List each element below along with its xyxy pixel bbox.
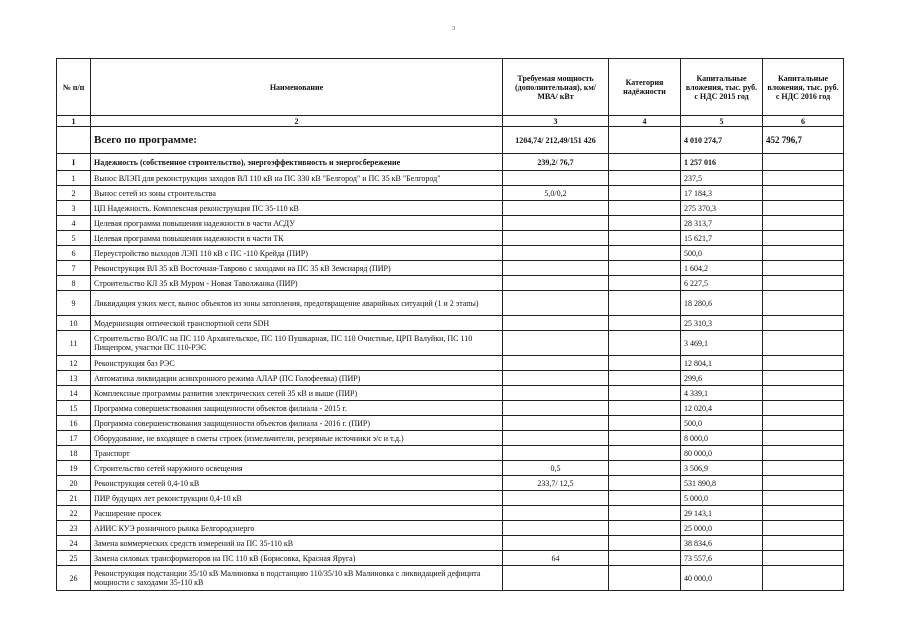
row-cap2015: 15 621,7	[681, 231, 763, 246]
row-cap2015: 500,0	[681, 246, 763, 261]
row-cap2015: 40 000,0	[681, 566, 763, 591]
row-category	[609, 231, 681, 246]
row-cap2015: 28 313,7	[681, 216, 763, 231]
table-row	[57, 431, 844, 446]
row-cap2015: 299,6	[681, 371, 763, 386]
row-cap2016	[763, 331, 844, 356]
section-power: 239,2/ 76,7	[503, 154, 609, 171]
section-row	[57, 154, 844, 171]
table-row	[57, 521, 844, 536]
row-num: 5	[57, 231, 91, 246]
row-power	[503, 386, 609, 401]
row-name: Строительство сетей наружного освещения	[91, 461, 503, 476]
row-power	[503, 416, 609, 431]
row-name: Программа совершенствования защищенности объектов филиала - 2015 г.	[91, 401, 503, 416]
table-row	[57, 356, 844, 371]
row-name: Реконструкция подстанции 35/10 кВ Малиновка в подстанцию 110/35/10 кВ Малиновка с ликвидацией дефицита мощности с заходами 35-110 кВ	[91, 566, 503, 591]
row-name: Замена силовых трансформаторов на ПС 110 кВ (Борисовка, Красная Яруга)	[91, 551, 503, 566]
row-name: Реконструкция баз РЭС	[91, 356, 503, 371]
row-num: 1	[57, 171, 91, 186]
section-cap2016-cell	[763, 154, 844, 171]
table-row	[57, 331, 844, 356]
row-cap2016	[763, 506, 844, 521]
table-row	[57, 401, 844, 416]
row-power	[503, 216, 609, 231]
row-cap2015: 500,0	[681, 416, 763, 431]
header-row	[57, 59, 844, 116]
row-cap2016	[763, 491, 844, 506]
row-category	[609, 331, 681, 356]
row-category	[609, 446, 681, 461]
row-power	[503, 566, 609, 591]
row-category	[609, 461, 681, 476]
table-row	[57, 316, 844, 331]
row-power	[503, 536, 609, 551]
row-power	[503, 446, 609, 461]
row-num: 14	[57, 386, 91, 401]
row-cap2015: 531 890,8	[681, 476, 763, 491]
table-row	[57, 386, 844, 401]
row-name: Ликвидация узких мест, вынос объектов из зоны затопления, предотвращение аварийных ситуаций (1 и 2 этапы)	[91, 291, 503, 316]
row-name: ПИР будущих лет реконструкции 0,4-10 кВ	[91, 491, 503, 506]
row-name: Строительство КЛ 35 кВ Муром - Новая Таволжанка (ПИР)	[91, 276, 503, 291]
row-num: 10	[57, 316, 91, 331]
page-number: 3	[452, 26, 455, 32]
row-num: 7	[57, 261, 91, 276]
table-row	[57, 201, 844, 216]
row-cap2016	[763, 246, 844, 261]
row-power	[503, 521, 609, 536]
row-category	[609, 566, 681, 591]
row-power	[503, 371, 609, 386]
row-category	[609, 186, 681, 201]
row-name: Оборудование, не входящее в сметы строек (измельчители, резервные источники э/с и т.д.)	[91, 431, 503, 446]
row-num: 25	[57, 551, 91, 566]
column-number: 4	[609, 116, 681, 127]
row-cap2016	[763, 276, 844, 291]
total-category-cell	[609, 127, 681, 154]
table-row	[57, 506, 844, 521]
row-power	[503, 246, 609, 261]
total-cap2015: 4 010 274,7	[681, 127, 763, 154]
row-power: 5,0/0,2	[503, 186, 609, 201]
row-name: Расширение просек	[91, 506, 503, 521]
table-row	[57, 536, 844, 551]
row-category	[609, 261, 681, 276]
row-num: 8	[57, 276, 91, 291]
row-cap2016	[763, 356, 844, 371]
row-power	[503, 231, 609, 246]
row-power	[503, 356, 609, 371]
row-category	[609, 291, 681, 316]
row-name: Модернизация оптической транспортной сети SDH	[91, 316, 503, 331]
row-cap2016	[763, 566, 844, 591]
row-cap2016	[763, 386, 844, 401]
column-number: 5	[681, 116, 763, 127]
section-category-cell	[609, 154, 681, 171]
column-number: 2	[91, 116, 503, 127]
row-num: 22	[57, 506, 91, 521]
row-cap2015: 12 020,4	[681, 401, 763, 416]
row-name: Реконструкция сетей 0,4-10 кВ	[91, 476, 503, 491]
row-num: 19	[57, 461, 91, 476]
table-row	[57, 186, 844, 201]
row-cap2016	[763, 461, 844, 476]
header-cap2016: Капитальные вложения, тыс. руб. с НДС 2016 год	[763, 59, 844, 116]
row-category	[609, 371, 681, 386]
row-category	[609, 386, 681, 401]
table-row	[57, 416, 844, 431]
table-row	[57, 446, 844, 461]
column-number: 6	[763, 116, 844, 127]
table-row	[57, 171, 844, 186]
row-cap2016	[763, 446, 844, 461]
row-num: 24	[57, 536, 91, 551]
row-power: 0,5	[503, 461, 609, 476]
row-category	[609, 246, 681, 261]
row-cap2015: 18 280,6	[681, 291, 763, 316]
program-table	[56, 58, 844, 591]
row-category	[609, 506, 681, 521]
row-num: 2	[57, 186, 91, 201]
header-name: Наименование	[91, 59, 503, 116]
total-num-cell	[57, 127, 91, 154]
row-num: 18	[57, 446, 91, 461]
row-category	[609, 416, 681, 431]
row-cap2016	[763, 201, 844, 216]
row-cap2016	[763, 291, 844, 316]
table-row	[57, 491, 844, 506]
row-category	[609, 316, 681, 331]
row-cap2015: 1 604,2	[681, 261, 763, 276]
row-cap2015: 6 227,5	[681, 276, 763, 291]
row-power	[503, 201, 609, 216]
row-cap2015: 5 000,0	[681, 491, 763, 506]
row-name: Комплексные программы развития электрических сетей 35 кВ и выше (ПИР)	[91, 386, 503, 401]
row-category	[609, 171, 681, 186]
column-number: 3	[503, 116, 609, 127]
row-cap2015: 73 557,6	[681, 551, 763, 566]
row-power	[503, 491, 609, 506]
row-category	[609, 551, 681, 566]
row-power	[503, 291, 609, 316]
row-cap2016	[763, 231, 844, 246]
row-cap2016	[763, 401, 844, 416]
row-category	[609, 401, 681, 416]
row-cap2015: 4 339,1	[681, 386, 763, 401]
total-cap2016: 452 796,7	[763, 127, 844, 154]
row-cap2015: 80 000,0	[681, 446, 763, 461]
table-row	[57, 566, 844, 591]
row-cap2016	[763, 416, 844, 431]
table-row	[57, 231, 844, 246]
row-power	[503, 401, 609, 416]
header-cap2015: Капитальные вложения, тыс. руб. с НДС 2015 год	[681, 59, 763, 116]
table-row	[57, 461, 844, 476]
row-num: 16	[57, 416, 91, 431]
row-cap2016	[763, 216, 844, 231]
row-name: Строительство ВОЛС на ПС 110 Архангельское, ПС 110 Пушкарная, ПС 110 Очистные, ЦРП Валуйки, ПС 110 Пищепром, участки ПС 110-РЭС	[91, 331, 503, 356]
section-num: I	[57, 154, 91, 171]
header-category: Категория надёжности	[609, 59, 681, 116]
row-cap2016	[763, 521, 844, 536]
total-label: Всего по программе:	[91, 127, 503, 154]
row-cap2016	[763, 536, 844, 551]
row-name: АИИС КУЭ розничного рынка Белгородэнерго	[91, 521, 503, 536]
row-cap2015: 8 000,0	[681, 431, 763, 446]
total-row	[57, 127, 844, 154]
row-cap2016	[763, 186, 844, 201]
table-row	[57, 246, 844, 261]
row-num: 15	[57, 401, 91, 416]
row-num: 21	[57, 491, 91, 506]
row-category	[609, 201, 681, 216]
row-num: 26	[57, 566, 91, 591]
row-power	[503, 316, 609, 331]
row-num: 11	[57, 331, 91, 356]
table-row	[57, 476, 844, 491]
row-cap2015: 25 310,3	[681, 316, 763, 331]
row-name: Реконструкция ВЛ 35 кВ Восточная-Таврово с заходами на ПС 35 кВ Земснаряд (ПИР)	[91, 261, 503, 276]
row-cap2016	[763, 171, 844, 186]
row-cap2015: 25 000,0	[681, 521, 763, 536]
row-cap2016	[763, 371, 844, 386]
row-power: 64	[503, 551, 609, 566]
table-row	[57, 551, 844, 566]
table-row	[57, 291, 844, 316]
table-row	[57, 371, 844, 386]
table-row	[57, 216, 844, 231]
row-power	[503, 506, 609, 521]
table-row	[57, 276, 844, 291]
row-num: 6	[57, 246, 91, 261]
row-name: ЦП Надежность. Комплексная реконструкция ПС 35-110 кВ	[91, 201, 503, 216]
section-name: Надежность (собственное строительство), энергоэффективность и энергосбережение	[91, 154, 503, 171]
table-row	[57, 261, 844, 276]
row-cap2015: 29 143,1	[681, 506, 763, 521]
row-num: 20	[57, 476, 91, 491]
row-name: Транспорт	[91, 446, 503, 461]
row-cap2015: 237,5	[681, 171, 763, 186]
row-power	[503, 171, 609, 186]
row-cap2015: 3 506,9	[681, 461, 763, 476]
section-cap2015: 1 257 016	[681, 154, 763, 171]
row-power: 233,7/ 12,5	[503, 476, 609, 491]
row-num: 13	[57, 371, 91, 386]
row-cap2016	[763, 476, 844, 491]
row-cap2016	[763, 431, 844, 446]
row-cap2015: 275 370,3	[681, 201, 763, 216]
row-category	[609, 536, 681, 551]
header-num: № п/п	[57, 59, 91, 116]
row-name: Целевая программа повышения надежности в части ТК	[91, 231, 503, 246]
row-name: Вынос ВЛЭП для реконструкции заходов ВЛ 110 кВ на ПС 330 кВ "Белгород" и ПС 35 кВ "Белгород"	[91, 171, 503, 186]
row-num: 12	[57, 356, 91, 371]
row-name: Целевая программа повышения надежности в части АСДУ	[91, 216, 503, 231]
row-name: Вынос сетей из зоны строительства	[91, 186, 503, 201]
row-cap2015: 17 184,3	[681, 186, 763, 201]
row-category	[609, 521, 681, 536]
column-number: 1	[57, 116, 91, 127]
column-numbers-row	[57, 116, 844, 127]
total-power: 1204,74/ 212,49/151 426	[503, 127, 609, 154]
row-cap2016	[763, 316, 844, 331]
row-category	[609, 491, 681, 506]
row-num: 9	[57, 291, 91, 316]
row-name: Программа совершенствования защищенности объектов филиала - 2016 г. (ПИР)	[91, 416, 503, 431]
row-num: 17	[57, 431, 91, 446]
row-category	[609, 276, 681, 291]
row-category	[609, 356, 681, 371]
row-name: Переустройство выходов ЛЭП 110 кВ с ПС -110 Крейда (ПИР)	[91, 246, 503, 261]
row-cap2015: 3 469,1	[681, 331, 763, 356]
row-name: Замена коммерческих средств измерений на ПС 35-110 кВ	[91, 536, 503, 551]
row-power	[503, 431, 609, 446]
row-num: 3	[57, 201, 91, 216]
row-num: 23	[57, 521, 91, 536]
row-category	[609, 476, 681, 491]
row-category	[609, 216, 681, 231]
row-cap2015: 12 804,1	[681, 356, 763, 371]
row-power	[503, 261, 609, 276]
row-power	[503, 276, 609, 291]
row-power	[503, 331, 609, 356]
row-cap2016	[763, 551, 844, 566]
row-cap2016	[763, 261, 844, 276]
header-power: Требуемая мощность (дополнительная), км/ МВА/ кВт	[503, 59, 609, 116]
row-name: Автоматика ликвидации асинхронного режима АЛАР (ПС Голофеевка) (ПИР)	[91, 371, 503, 386]
row-num: 4	[57, 216, 91, 231]
row-cap2015: 38 834,6	[681, 536, 763, 551]
row-category	[609, 431, 681, 446]
